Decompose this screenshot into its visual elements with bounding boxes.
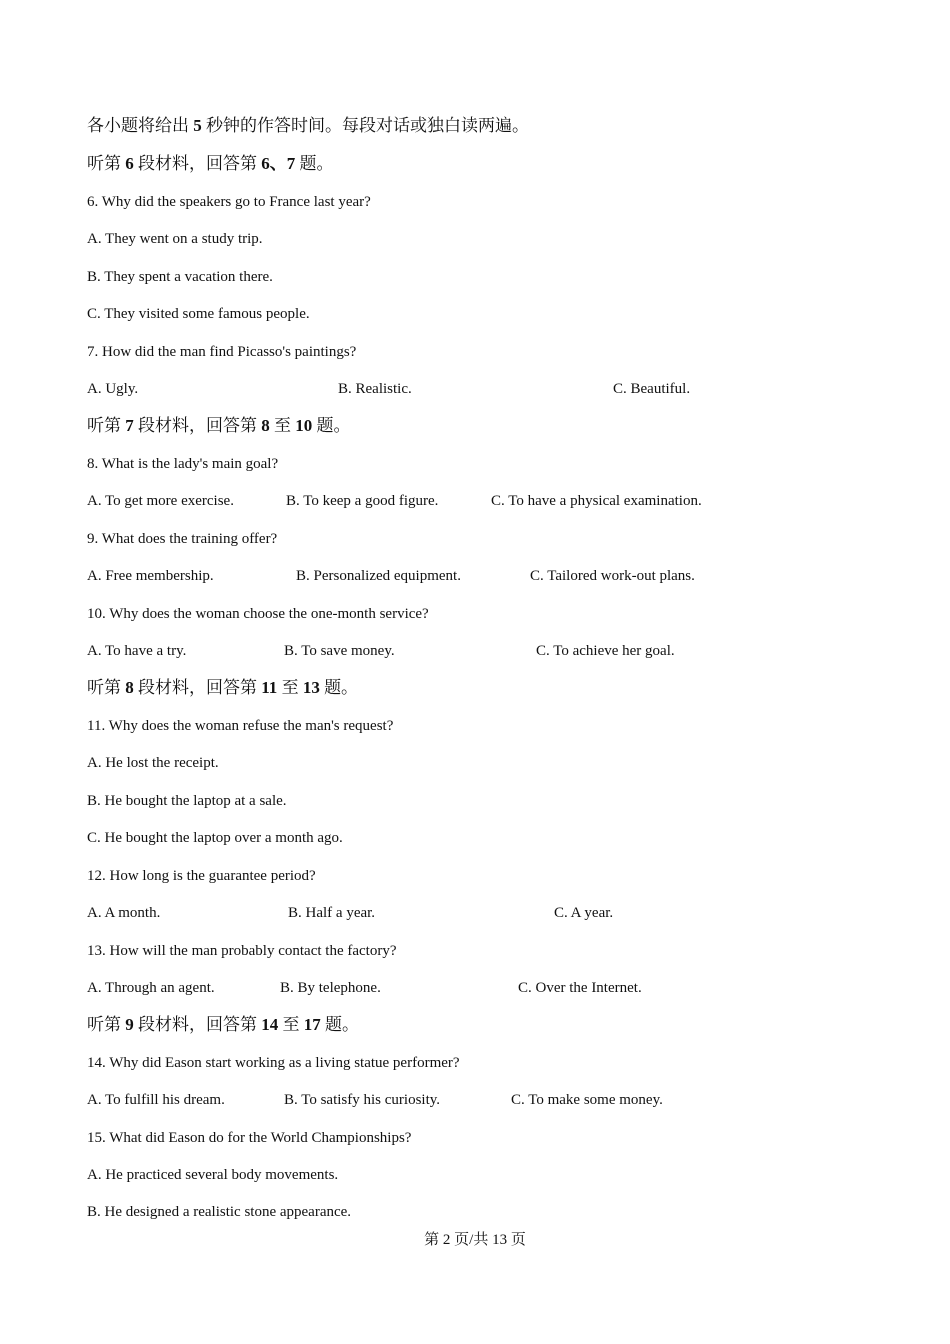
option-6b: B. They spent a vacation there. — [87, 269, 273, 285]
section-heading-7 — [87, 416, 351, 436]
section-text: 段材料，回答第 — [138, 416, 257, 435]
option-6c: C. They visited some famous people. — [87, 306, 310, 322]
instruction-seconds: 5 — [193, 116, 202, 135]
question-15: 15. What did Eason do for the World Championships? — [87, 1130, 412, 1146]
section-text: 听第 — [87, 1015, 121, 1034]
section-text: 听第 — [87, 154, 121, 173]
question-9: 9. What does the training offer? — [87, 531, 278, 547]
question-10: 10. Why does the woman choose the one-month service? — [87, 606, 429, 622]
option-15b: B. He designed a realistic stone appearance. — [87, 1204, 352, 1220]
section-text: 题。 — [299, 154, 334, 173]
option-11b: B. He bought the laptop at a sale. — [87, 793, 287, 809]
section-heading-9 — [87, 1015, 359, 1035]
option-13c: C. Over the Internet. — [518, 980, 642, 996]
question-end: 17 — [303, 1015, 321, 1034]
question-start: 11 — [261, 678, 278, 697]
option-6a: A. They went on a study trip. — [87, 231, 263, 247]
option-10b: B. To save money. — [284, 643, 395, 659]
option-14b: B. To satisfy his curiosity. — [284, 1092, 441, 1108]
option-14a: A. To fulfill his dream. — [87, 1092, 225, 1108]
option-7a: A. Ugly. — [87, 381, 139, 397]
section-text: 至 — [274, 416, 291, 435]
page-footer: 第 2 页/共 13 页 — [424, 1232, 526, 1248]
option-10a: A. To have a try. — [87, 643, 187, 659]
question-11: 11. Why does the woman refuse the man's request? — [87, 718, 394, 734]
question-13: 13. How will the man probably contact the factory? — [87, 943, 397, 959]
section-text: 段材料，回答第 — [138, 154, 257, 173]
question-14: 14. Why did Eason start working as a living statue performer? — [87, 1055, 460, 1071]
option-14c: C. To make some money. — [511, 1092, 663, 1108]
option-13b: B. By telephone. — [280, 980, 381, 996]
instruction-text: 各小题将给出 — [87, 116, 189, 135]
section-text: 题。 — [316, 416, 351, 435]
option-10c: C. To achieve her goal. — [536, 643, 675, 659]
option-9a: A. Free membership. — [87, 568, 214, 584]
question-8: 8. What is the lady's main goal? — [87, 456, 279, 472]
section-number: 9 — [125, 1015, 134, 1034]
question-end: 13 — [302, 678, 320, 697]
question-start: 14 — [261, 1015, 279, 1034]
option-7b: B. Realistic. — [338, 381, 412, 397]
option-8c: C. To have a physical examination. — [491, 493, 702, 509]
section-text: 至 — [282, 1015, 300, 1034]
section-number: 7 — [125, 416, 134, 435]
section-number: 8 — [125, 678, 134, 697]
option-8a: A. To get more exercise. — [87, 493, 234, 509]
question-7: 7. How did the man find Picasso's paintings? — [87, 344, 357, 360]
option-12b: B. Half a year. — [288, 905, 376, 921]
section-text: 听第 — [87, 416, 121, 435]
option-9c: C. Tailored work-out plans. — [530, 568, 695, 584]
question-end: 10 — [295, 416, 313, 435]
option-11c: C. He bought the laptop over a month ago. — [87, 830, 343, 846]
option-13a: A. Through an agent. — [87, 980, 215, 996]
instruction-text-end: 秒钟的作答时间。每段对话或独白读两遍。 — [206, 116, 529, 135]
section-text: 听第 — [87, 678, 121, 697]
section-text: 题。 — [324, 678, 359, 697]
option-7c: C. Beautiful. — [613, 381, 691, 397]
option-15a: A. He practiced several body movements. — [87, 1167, 339, 1183]
question-range: 6、7 — [261, 154, 296, 173]
section-number: 6 — [125, 154, 134, 173]
option-12a: A. A month. — [87, 905, 161, 921]
instruction-line — [87, 116, 529, 136]
question-6: 6. Why did the speakers go to France last year? — [87, 194, 371, 210]
section-text: 至 — [281, 678, 299, 697]
section-text: 段材料，回答第 — [138, 1015, 257, 1034]
section-text: 段材料，回答第 — [138, 678, 257, 697]
section-text: 题。 — [325, 1015, 359, 1034]
option-9b: B. Personalized equipment. — [296, 568, 461, 584]
question-12: 12. How long is the guarantee period? — [87, 868, 316, 884]
option-11a: A. He lost the receipt. — [87, 755, 219, 771]
option-8b: B. To keep a good figure. — [286, 493, 439, 509]
section-heading-8 — [87, 678, 358, 698]
option-12c: C. A year. — [554, 905, 614, 921]
section-heading-6 — [87, 154, 334, 174]
question-start: 8 — [261, 416, 270, 435]
